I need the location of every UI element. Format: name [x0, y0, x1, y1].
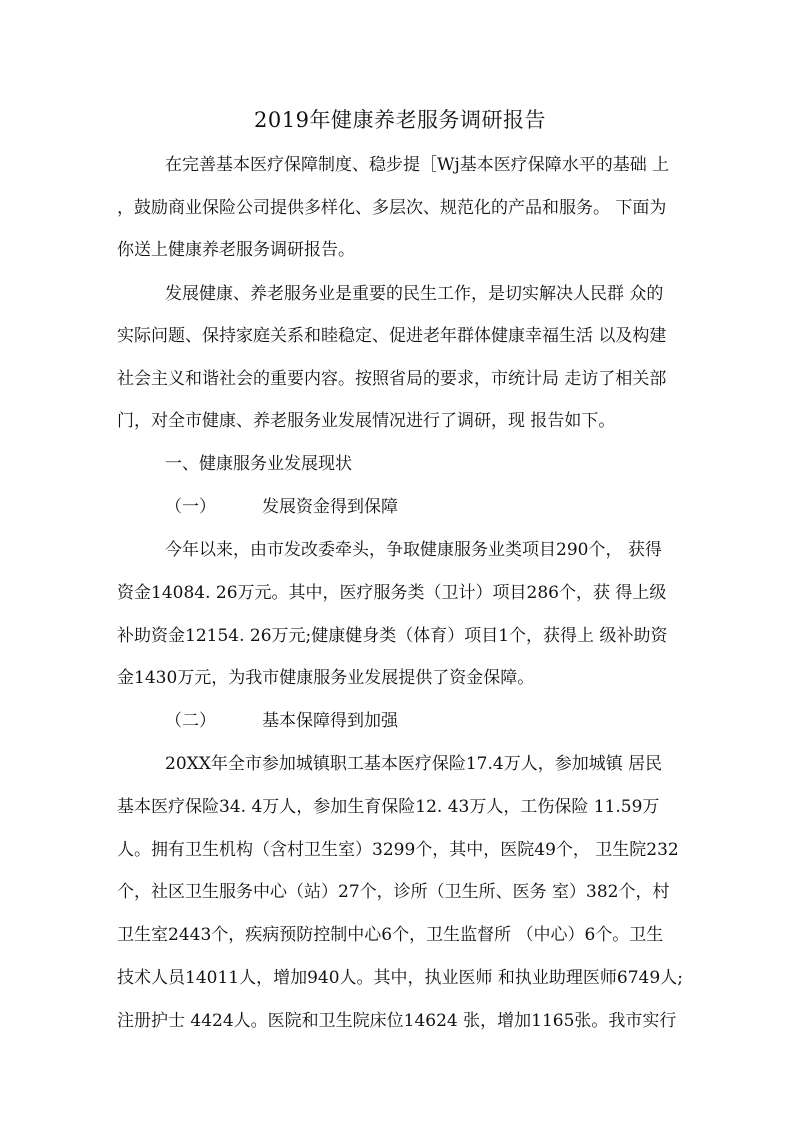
paragraph-line: 补助资金12154. 26万元;健康健身类（体育）项目1个，获得上 级补助资: [117, 626, 668, 646]
paragraph-line: 发展健康、养老服务业是重要的民生工作，是切实解决人民群 众的: [165, 284, 664, 304]
paragraph-line: 金1430万元，为我市健康服务业发展提供了资金保障。: [117, 668, 535, 688]
paragraph-line: 卫生室2443个，疾病预防控制中心6个，卫生监督所 （中心）6个。卫生: [117, 925, 664, 945]
paragraph-line: 你送上健康养老服务调研报告。: [117, 240, 355, 260]
subsection-number: （二）: [165, 711, 216, 731]
subsection-heading-2: [165, 706, 398, 731]
subsection-title: 发展资金得到保障: [262, 497, 398, 517]
paragraph-line: 基本医疗保险34. 4万人，参加生育保险12. 43万人，工伤保险 11.59万: [117, 797, 660, 817]
subsection-number: （一）: [165, 497, 216, 517]
paragraph-line: 个，社区卫生服务中心（站）27个，诊所（卫生所、医务 室）382个，村: [117, 882, 670, 902]
paragraph-line: 社会主义和谐社会的重要内容。按照省局的要求，市统计局 走访了相关部: [117, 369, 667, 389]
paragraph-line: ，鼓励商业保险公司提供多样化、多层次、规范化的产品和服务。 下面为: [117, 198, 667, 218]
subsection-title: 基本保障得到加强: [262, 711, 398, 731]
paragraph-line: 资金14084. 26万元。其中，医疗服务类（卫计）项目286个，获 得上级: [117, 583, 667, 603]
paragraph-line: 今年以来，由市发改委牵头，争取健康服务业类项目290个， 获得: [165, 540, 662, 560]
paragraph-line: 人。拥有卫生机构（含村卫生室）3299个，其中，医院49个， 卫生院232: [117, 840, 679, 860]
section-heading: 一、健康服务业发展现状: [165, 454, 352, 474]
paragraph-line: 技术人员14011人，增加940人。其中，执业医师 和执业助理医师6749人;: [117, 968, 683, 988]
paragraph-line: 实际问题、保持家庭关系和睦稳定、促进老年群体健康幸福生活 以及构建: [117, 326, 667, 346]
paragraph-line: 门，对全市健康、养老服务业发展情况进行了调研，现 报告如下。: [117, 411, 616, 431]
paragraph-line: 注册护士 4424人。医院和卫生院床位14624 张，增加1165张。我市实行: [117, 1011, 677, 1031]
document-title: 2019年健康养老服务调研报告: [254, 108, 546, 132]
paragraph-line: 在完善基本医疗保障制度、稳步提［Wj基本医疗保障水平的基础 上: [165, 155, 670, 175]
paragraph-line: 20XX年全市参加城镇职工基本医疗保险17.4万人，参加城镇 居民: [165, 754, 663, 774]
subsection-heading-1: [165, 492, 398, 517]
